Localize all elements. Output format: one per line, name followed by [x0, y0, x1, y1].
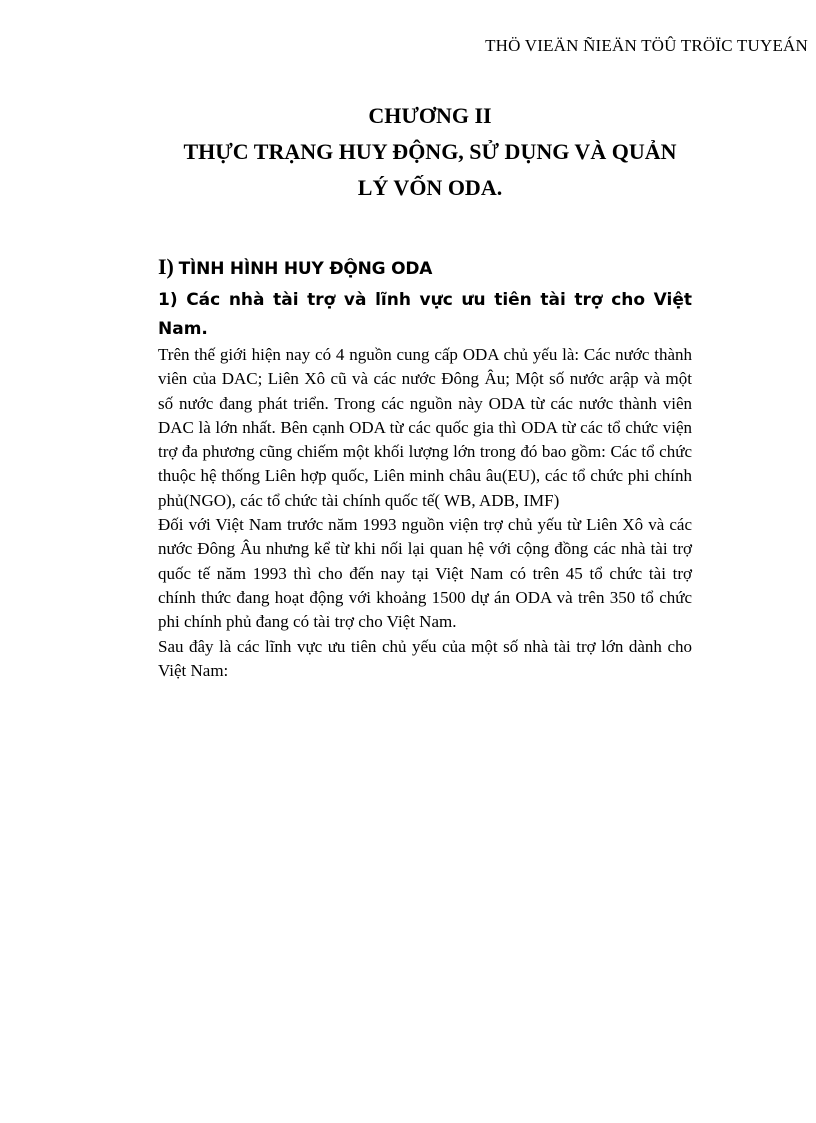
chapter-title-line-1: THỰC TRẠNG HUY ĐỘNG, SỬ DỤNG VÀ QUẢN	[183, 139, 677, 164]
paragraph: Đối với Việt Nam trước năm 1993 nguồn viện trợ chủ yếu từ Liên Xô và các nước Đông Âu nhưng kể từ khi nối lại quan hệ với cộng đồng các nhà tài trợ quốc tế năm 1993 thì cho đến nay tại Việt Nam có trên 45 tổ chức tài trợ chính thức đang hoạt động với khoảng 1500 dự án ODA và trên 350 tổ chức phi chính phủ đang có tài trợ cho Việt Nam.	[158, 515, 692, 632]
section-title: TÌNH HÌNH HUY ĐỘNG ODA	[178, 259, 433, 279]
running-header: THÖ VIEÄN ÑIEÄN TÖÛ TRÖÏC TUYEÁN	[485, 36, 808, 55]
subsection-heading: 1) Các nhà tài trợ và lĩnh vực ưu tiên tài trợ cho Việt Nam.	[158, 290, 692, 339]
chapter-heading	[100, 98, 760, 206]
chapter-title-line-2: LÝ VỐN ODA.	[357, 175, 503, 200]
body-text	[158, 343, 692, 683]
chapter-number: CHƯƠNG II	[368, 103, 492, 128]
paragraph: Trên thế giới hiện nay có 4 nguồn cung cấp ODA chủ yếu là: Các nước thành viên của DAC; Liên Xô cũ và các nước Đông Âu; Một số nước arập và một số nước đang phát triển. Trong các nguồn này ODA từ các nước thành viên DAC là lớn nhất. Bên cạnh ODA từ các quốc gia thì ODA từ các tổ chức viện trợ đa phương cũng chiếm một khối lượng lớn trong đó bao gồm: Các tổ chức thuộc hệ thống Liên hợp quốc, Liên minh châu âu(EU), các tổ chức phi chính phủ(NGO), các tổ chức tài chính quốc tế( WB, ADB, IMF)	[158, 345, 692, 510]
section-number: I)	[158, 254, 174, 279]
section-heading	[158, 254, 432, 280]
paragraph: Sau đây là các lĩnh vực ưu tiên chủ yếu của một số nhà tài trợ lớn dành cho Việt Nam:	[158, 636, 692, 680]
